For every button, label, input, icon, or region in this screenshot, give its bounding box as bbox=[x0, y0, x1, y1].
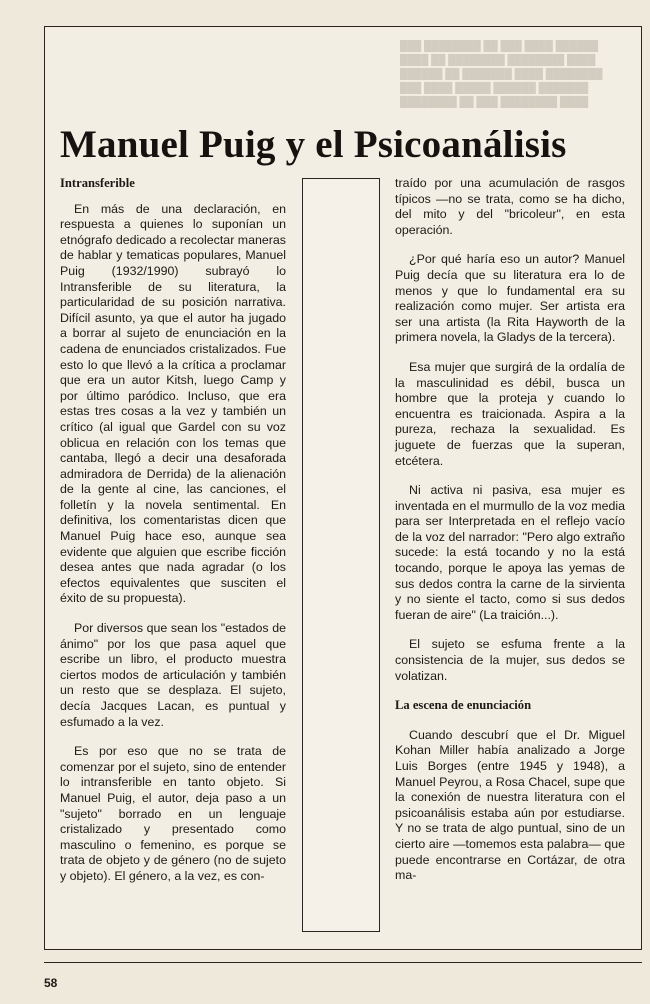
paragraph: Es por eso que no se trata de comenzar por el sujeto, sino de entender lo intransferible en tanto objeto. Si Manuel Puig, el autor, deja paso a un "sujeto" borrado en un lenguaje cristalizado y presentado como masculino o femenino, es porque se trata de objeto y de género (no de sujeto y objeto). El género, a la vez, es con- bbox=[60, 744, 286, 883]
paragraph: ¿Por qué haría eso un autor? Manuel Puig decía que su literatura era lo de menos y que lo fundamental era su realización como mujer. Ser artista era ser una artista (la Rita Hayworth de la primera novela, la Gladys de la tercera). bbox=[395, 252, 625, 345]
section-heading-intransferible: Intransferible bbox=[60, 176, 135, 190]
paragraph: Por diversos que sean los "estados de ánimo" por los que pasa aquel que escribe un libro, el producto muestra ciertos modos de articulación y también un resto que se desplaza. El sujeto, decía Jacques Lacan, es puntual y esfumado a la vez. bbox=[60, 621, 286, 729]
bleed-through-text: ███ ████████ ██ ███ ████ ██████ ████ ██ ████████ ████████ ████ ██████ ██ ███████ ████ ████████ ███ ████ █████ ██████ ███████ ████████ ██ ███ ████████ ████ bbox=[400, 41, 603, 108]
paragraph: Esa mujer que surgirá de la ordalía de la masculinidad es débil, busca un hombre que la proteja y cuando lo encuentra es traicionada. Aspira a la pureza, rechaza la sexualidad. Es juguete de fuerzas que la superan, etcétera. bbox=[395, 359, 625, 468]
paragraph: traído por una acumulación de rasgos típicos —no se trata, como se ha dicho, del mito y del "bricoleur", en esta operación. bbox=[395, 176, 625, 237]
right-column bbox=[395, 176, 625, 898]
footer-rule bbox=[44, 962, 642, 963]
empty-sidebar-box bbox=[302, 178, 380, 932]
paragraph: Cuando descubrí que el Dr. Miguel Kohan Miller había analizado a Jorge Luis Borges (entre 1945 y 1948), a Manuel Peyrou, a Rosa Chacel, supe que la conexión de nuestra literatura con el psicoanálisis estaba aún por estudiarse. Y no se trata de algo puntual, sino de un cierto aire —tomemos esta palabra— que puede encontrarse en Cortázar, de otra ma- bbox=[395, 727, 625, 883]
paragraph: El sujeto se esfuma frente a la consistencia de la mujer, sus dedos se volatizan. bbox=[395, 637, 625, 683]
section-heading-escena: La escena de enunciación bbox=[395, 698, 532, 713]
left-column bbox=[60, 176, 286, 899]
paragraph: Ni activa ni pasiva, esa mujer es inventada en el murmullo de la voz media para ser Interpretada en el reflejo vacío de la voz del narrador: "Pero algo extraño sucede: la está tocando y no la está tocando, porque le apoya las yemas de sus dedos contra la carne de la sirvienta y no siente el tacto, como si sus dedos fueran de aire" (La traición...). bbox=[395, 483, 625, 622]
paragraph: En más de una declaración, en respuesta a quienes lo suponían un etnógrafo dedicado a recolectar maneras de hablar y tematicas populares, Manuel Puig (1932/1990) subrayó lo Intransferible de su literatura, la particularidad de su posición narrativa. Difícil asunto, ya que el autor ha jugado a borrar al sujeto de enunciación en la cadena de enunciados cristalizados. Fue esto lo que llevó a la crítica a proclamar que era un autor Kitsh, luego Camp y por último paródico. Incluso, que era estas tres cosas a la vez y también un crítico (al igual que Gardel con su voz oblicua en relación con los temas que cantaba, llegó a decir una desaforada admiradora de Derrida) de la alienación de la gente al cine, las canciones, el folletín y la novela sentimental. En definitiva, los comentaristas dicen que Manuel Puig hace eso, aunque sea evidente que alguien que escribe ficción desea antes que nada agradar (o los efectos equivalentes que susciten el éxito de su propuesta). bbox=[60, 201, 286, 606]
page-number: 58 bbox=[44, 976, 58, 990]
article-title: Manuel Puig y el Psicoanálisis bbox=[60, 123, 567, 167]
